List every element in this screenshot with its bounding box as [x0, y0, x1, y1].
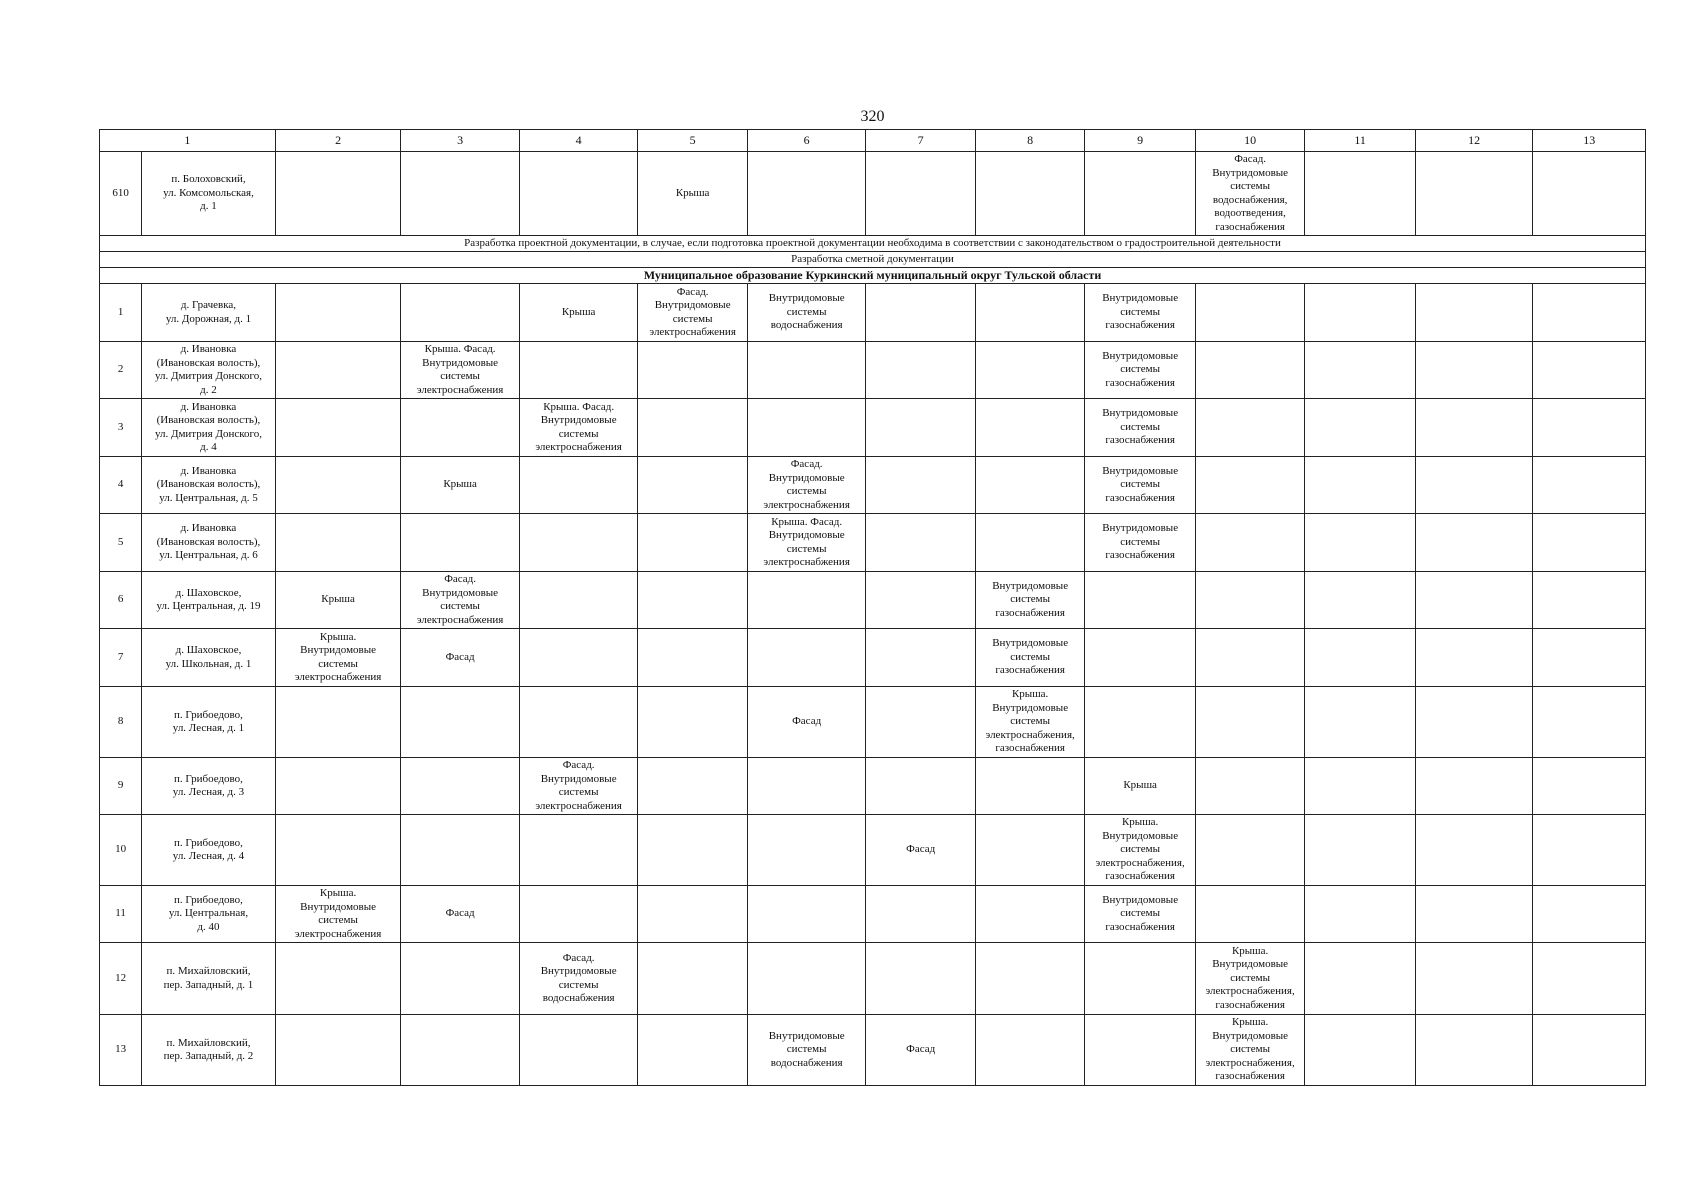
work-cell-col-12 [1415, 943, 1533, 1015]
work-cell-col-4 [519, 687, 638, 758]
table-row [100, 284, 1646, 342]
work-cell-col-11 [1305, 1015, 1416, 1086]
column-header-3: 3 [401, 130, 520, 152]
work-cell-col-7 [866, 687, 975, 758]
work-cell-col-10: Крыша. Внутридомовые системы электроснабжения, газоснабжения [1195, 943, 1304, 1015]
work-cell-col-13 [1533, 514, 1646, 572]
work-cell-col-5 [638, 457, 747, 514]
work-cell-col-5 [638, 399, 747, 457]
work-cell-col-13 [1533, 886, 1646, 943]
work-cell-col-3: Фасад [401, 886, 520, 943]
work-cell-col-9: Внутридомовые системы газоснабжения [1085, 886, 1196, 943]
work-cell-col-13 [1533, 152, 1646, 236]
work-cell-col-12 [1415, 284, 1533, 342]
row-number: 4 [100, 457, 142, 514]
section-title-2: Разработка сметной документации [100, 252, 1646, 268]
work-cell-col-8: Внутридомовые системы газоснабжения [975, 572, 1084, 629]
work-cell-col-11 [1305, 687, 1416, 758]
work-cell-col-13 [1533, 342, 1646, 399]
municipality-title: Муниципальное образование Куркинский муниципальный округ Тульской области [100, 268, 1646, 284]
work-cell-col-5 [638, 687, 747, 758]
work-cell-col-4 [519, 629, 638, 687]
work-cell-col-5: Крыша [638, 152, 747, 236]
work-cell-col-5 [638, 943, 747, 1015]
work-cell-col-11 [1305, 284, 1416, 342]
work-cell-col-3 [401, 399, 520, 457]
work-cell-col-10 [1195, 572, 1304, 629]
work-cell-col-11 [1305, 758, 1416, 815]
work-cell-col-6: Фасад. Внутридомовые системы электроснабжения [747, 457, 866, 514]
column-header-4: 4 [519, 130, 638, 152]
work-cell-col-13 [1533, 815, 1646, 886]
page-number: 320 [860, 108, 885, 125]
work-cell-col-12 [1415, 399, 1533, 457]
work-cell-col-12 [1415, 152, 1533, 236]
work-cell-col-6: Внутридомовые системы водоснабжения [747, 284, 866, 342]
work-cell-col-8 [975, 886, 1084, 943]
work-cell-col-3: Крыша. Фасад. Внутридомовые системы электроснабжения [401, 342, 520, 399]
work-cell-col-2 [275, 687, 401, 758]
column-header-8: 8 [975, 130, 1084, 152]
work-cell-col-2: Крыша [275, 572, 401, 629]
table-row [100, 399, 1646, 457]
work-cell-col-2 [275, 1015, 401, 1086]
table-row [100, 815, 1646, 886]
work-cell-col-9 [1085, 152, 1196, 236]
row-number: 5 [100, 514, 142, 572]
work-cell-col-6 [747, 943, 866, 1015]
work-cell-col-2 [275, 514, 401, 572]
work-cell-col-8 [975, 457, 1084, 514]
work-cell-col-10 [1195, 687, 1304, 758]
work-cell-col-8 [975, 1015, 1084, 1086]
work-cell-col-5 [638, 572, 747, 629]
work-cell-col-3 [401, 284, 520, 342]
work-cell-col-8 [975, 514, 1084, 572]
row-number: 1 [100, 284, 142, 342]
row-number: 13 [100, 1015, 142, 1086]
row-address: д. Шаховское, ул. Школьная, д. 1 [142, 629, 276, 687]
row-number: 11 [100, 886, 142, 943]
work-cell-col-11 [1305, 399, 1416, 457]
work-cell-col-2: Крыша. Внутридомовые системы электроснабжения [275, 886, 401, 943]
work-cell-col-2 [275, 284, 401, 342]
work-cell-col-13 [1533, 943, 1646, 1015]
row-number: 12 [100, 943, 142, 1015]
work-cell-col-8 [975, 399, 1084, 457]
section-title-1: Разработка проектной документации, в случае, если подготовка проектной документации необходима в соответствии с законодательством о градостроительной деятельности [100, 236, 1646, 252]
work-cell-col-11 [1305, 152, 1416, 236]
work-cell-col-3: Фасад [401, 629, 520, 687]
work-cell-col-6: Крыша. Фасад. Внутридомовые системы электроснабжения [747, 514, 866, 572]
work-cell-col-2 [275, 815, 401, 886]
row-address: д. Шаховское, ул. Центральная, д. 19 [142, 572, 276, 629]
column-header-5: 5 [638, 130, 747, 152]
work-cell-col-3 [401, 514, 520, 572]
work-cell-col-12 [1415, 886, 1533, 943]
work-cell-col-10 [1195, 886, 1304, 943]
work-cell-col-12 [1415, 457, 1533, 514]
work-cell-col-13 [1533, 457, 1646, 514]
work-cell-col-10 [1195, 457, 1304, 514]
work-cell-col-9: Внутридомовые системы газоснабжения [1085, 284, 1196, 342]
work-cell-col-5: Фасад. Внутридомовые системы электроснабжения [638, 284, 747, 342]
work-cell-col-4: Фасад. Внутридомовые системы водоснабжения [519, 943, 638, 1015]
table-row [100, 629, 1646, 687]
column-header-7: 7 [866, 130, 975, 152]
work-cell-col-2 [275, 152, 401, 236]
header-row [100, 130, 1646, 152]
work-cell-col-6: Внутридомовые системы водоснабжения [747, 1015, 866, 1086]
table-row [100, 572, 1646, 629]
section-row [100, 236, 1646, 252]
table-row [100, 943, 1646, 1015]
work-cell-col-4 [519, 342, 638, 399]
table-row [100, 886, 1646, 943]
work-cell-col-5 [638, 886, 747, 943]
table-row [100, 1015, 1646, 1086]
row-address: п. Грибоедово, ул. Лесная, д. 3 [142, 758, 276, 815]
work-cell-col-11 [1305, 457, 1416, 514]
work-cell-col-10 [1195, 514, 1304, 572]
work-cell-col-13 [1533, 284, 1646, 342]
row-address: д. Ивановка (Ивановская волость), ул. Центральная, д. 5 [142, 457, 276, 514]
row-address: п. Михайловский, пер. Западный, д. 1 [142, 943, 276, 1015]
work-cell-col-12 [1415, 687, 1533, 758]
table-row [100, 342, 1646, 399]
work-cell-col-10 [1195, 342, 1304, 399]
work-cell-col-13 [1533, 629, 1646, 687]
table-row [100, 514, 1646, 572]
column-header-10: 10 [1195, 130, 1304, 152]
work-cell-col-9: Крыша. Внутридомовые системы электроснабжения, газоснабжения [1085, 815, 1196, 886]
row-address: п. Грибоедово, ул. Лесная, д. 1 [142, 687, 276, 758]
work-cell-col-7 [866, 152, 975, 236]
row-address: д. Ивановка (Ивановская волость), ул. Центральная, д. 6 [142, 514, 276, 572]
work-cell-col-4 [519, 514, 638, 572]
work-cell-col-13 [1533, 1015, 1646, 1086]
row-address: п. Грибоедово, ул. Лесная, д. 4 [142, 815, 276, 886]
work-cell-col-9 [1085, 629, 1196, 687]
work-cell-col-10 [1195, 284, 1304, 342]
work-cell-col-8: Внутридомовые системы газоснабжения [975, 629, 1084, 687]
work-cell-col-7 [866, 572, 975, 629]
work-cell-col-7 [866, 514, 975, 572]
work-cell-col-3: Крыша [401, 457, 520, 514]
row-address: п. Болоховский, ул. Комсомольская, д. 1 [142, 152, 276, 236]
work-cell-col-7 [866, 758, 975, 815]
row-address: д. Ивановка (Ивановская волость), ул. Дмитрия Донского, д. 4 [142, 399, 276, 457]
work-cell-col-3 [401, 687, 520, 758]
work-cell-col-3 [401, 1015, 520, 1086]
column-header-11: 11 [1305, 130, 1416, 152]
work-cell-col-7 [866, 943, 975, 1015]
work-cell-col-10: Фасад. Внутридомовые системы водоснабжения, водоотведения, газоснабжения [1195, 152, 1304, 236]
work-cell-col-3 [401, 758, 520, 815]
work-cell-col-10: Крыша. Внутридомовые системы электроснабжения, газоснабжения [1195, 1015, 1304, 1086]
work-cell-col-6 [747, 629, 866, 687]
work-cell-col-7 [866, 342, 975, 399]
capital-repair-table [99, 129, 1646, 1086]
work-cell-col-7: Фасад [866, 815, 975, 886]
work-cell-col-12 [1415, 758, 1533, 815]
work-cell-col-6: Фасад [747, 687, 866, 758]
work-cell-col-8 [975, 152, 1084, 236]
work-cell-col-8 [975, 342, 1084, 399]
work-cell-col-8 [975, 284, 1084, 342]
row-number: 10 [100, 815, 142, 886]
work-cell-col-12 [1415, 572, 1533, 629]
work-cell-col-5 [638, 758, 747, 815]
work-cell-col-11 [1305, 514, 1416, 572]
work-cell-col-3 [401, 152, 520, 236]
row-number: 3 [100, 399, 142, 457]
work-cell-col-2 [275, 342, 401, 399]
work-cell-col-10 [1195, 815, 1304, 886]
work-cell-col-8 [975, 815, 1084, 886]
work-cell-col-4: Крыша [519, 284, 638, 342]
row-address: п. Михайловский, пер. Западный, д. 2 [142, 1015, 276, 1086]
row-number: 610 [100, 152, 142, 236]
work-cell-col-11 [1305, 629, 1416, 687]
work-cell-col-10 [1195, 399, 1304, 457]
work-cell-col-7 [866, 629, 975, 687]
work-cell-col-3: Фасад. Внутридомовые системы электроснабжения [401, 572, 520, 629]
work-cell-col-9 [1085, 687, 1196, 758]
column-header-13: 13 [1533, 130, 1646, 152]
municipality-row [100, 268, 1646, 284]
work-cell-col-6 [747, 342, 866, 399]
section-row [100, 252, 1646, 268]
work-cell-col-11 [1305, 943, 1416, 1015]
work-cell-col-6 [747, 758, 866, 815]
work-cell-col-7 [866, 886, 975, 943]
column-header-1: 1 [100, 130, 276, 152]
work-cell-col-9 [1085, 943, 1196, 1015]
work-cell-col-11 [1305, 815, 1416, 886]
work-cell-col-2 [275, 758, 401, 815]
work-cell-col-10 [1195, 758, 1304, 815]
work-cell-col-4: Фасад. Внутридомовые системы электроснабжения [519, 758, 638, 815]
work-cell-col-2 [275, 943, 401, 1015]
work-cell-col-7: Фасад [866, 1015, 975, 1086]
work-cell-col-6 [747, 886, 866, 943]
column-header-6: 6 [747, 130, 866, 152]
work-cell-col-4 [519, 1015, 638, 1086]
work-cell-col-8 [975, 758, 1084, 815]
column-header-2: 2 [275, 130, 401, 152]
work-cell-col-11 [1305, 886, 1416, 943]
work-cell-col-9: Внутридомовые системы газоснабжения [1085, 514, 1196, 572]
work-cell-col-7 [866, 399, 975, 457]
row-number: 2 [100, 342, 142, 399]
work-cell-col-5 [638, 514, 747, 572]
work-cell-col-11 [1305, 572, 1416, 629]
work-cell-col-9 [1085, 1015, 1196, 1086]
work-cell-col-12 [1415, 1015, 1533, 1086]
column-header-9: 9 [1085, 130, 1196, 152]
work-cell-col-9 [1085, 572, 1196, 629]
work-cell-col-4: Крыша. Фасад. Внутридомовые системы электроснабжения [519, 399, 638, 457]
work-cell-col-6 [747, 572, 866, 629]
work-cell-col-5 [638, 629, 747, 687]
row-address: д. Ивановка (Ивановская волость), ул. Дмитрия Донского, д. 2 [142, 342, 276, 399]
table-row [100, 152, 1646, 236]
work-cell-col-2 [275, 399, 401, 457]
work-cell-col-9: Внутридомовые системы газоснабжения [1085, 399, 1196, 457]
row-number: 7 [100, 629, 142, 687]
work-cell-col-8 [975, 943, 1084, 1015]
work-cell-col-3 [401, 943, 520, 1015]
work-cell-col-7 [866, 284, 975, 342]
row-address: п. Грибоедово, ул. Центральная, д. 40 [142, 886, 276, 943]
work-cell-col-12 [1415, 629, 1533, 687]
row-number: 9 [100, 758, 142, 815]
work-cell-col-6 [747, 815, 866, 886]
work-cell-col-13 [1533, 399, 1646, 457]
table-row [100, 758, 1646, 815]
work-cell-col-11 [1305, 342, 1416, 399]
row-number: 6 [100, 572, 142, 629]
work-cell-col-12 [1415, 342, 1533, 399]
work-cell-col-9: Внутридомовые системы газоснабжения [1085, 457, 1196, 514]
work-cell-col-8: Крыша. Внутридомовые системы электроснабжения, газоснабжения [975, 687, 1084, 758]
row-address: д. Грачевка, ул. Дорожная, д. 1 [142, 284, 276, 342]
work-cell-col-7 [866, 457, 975, 514]
work-cell-col-2 [275, 457, 401, 514]
work-cell-col-13 [1533, 687, 1646, 758]
work-cell-col-4 [519, 815, 638, 886]
work-cell-col-13 [1533, 758, 1646, 815]
work-cell-col-4 [519, 886, 638, 943]
work-cell-col-9: Внутридомовые системы газоснабжения [1085, 342, 1196, 399]
work-cell-col-5 [638, 342, 747, 399]
work-cell-col-3 [401, 815, 520, 886]
work-cell-col-4 [519, 457, 638, 514]
work-cell-col-4 [519, 572, 638, 629]
work-cell-col-4 [519, 152, 638, 236]
work-cell-col-6 [747, 399, 866, 457]
row-number: 8 [100, 687, 142, 758]
work-cell-col-12 [1415, 815, 1533, 886]
table-row [100, 687, 1646, 758]
work-cell-col-10 [1195, 629, 1304, 687]
work-cell-col-13 [1533, 572, 1646, 629]
work-cell-col-9: Крыша [1085, 758, 1196, 815]
work-cell-col-5 [638, 815, 747, 886]
work-cell-col-5 [638, 1015, 747, 1086]
work-cell-col-6 [747, 152, 866, 236]
column-header-12: 12 [1415, 130, 1533, 152]
work-cell-col-2: Крыша. Внутридомовые системы электроснабжения [275, 629, 401, 687]
work-cell-col-12 [1415, 514, 1533, 572]
table-row [100, 457, 1646, 514]
